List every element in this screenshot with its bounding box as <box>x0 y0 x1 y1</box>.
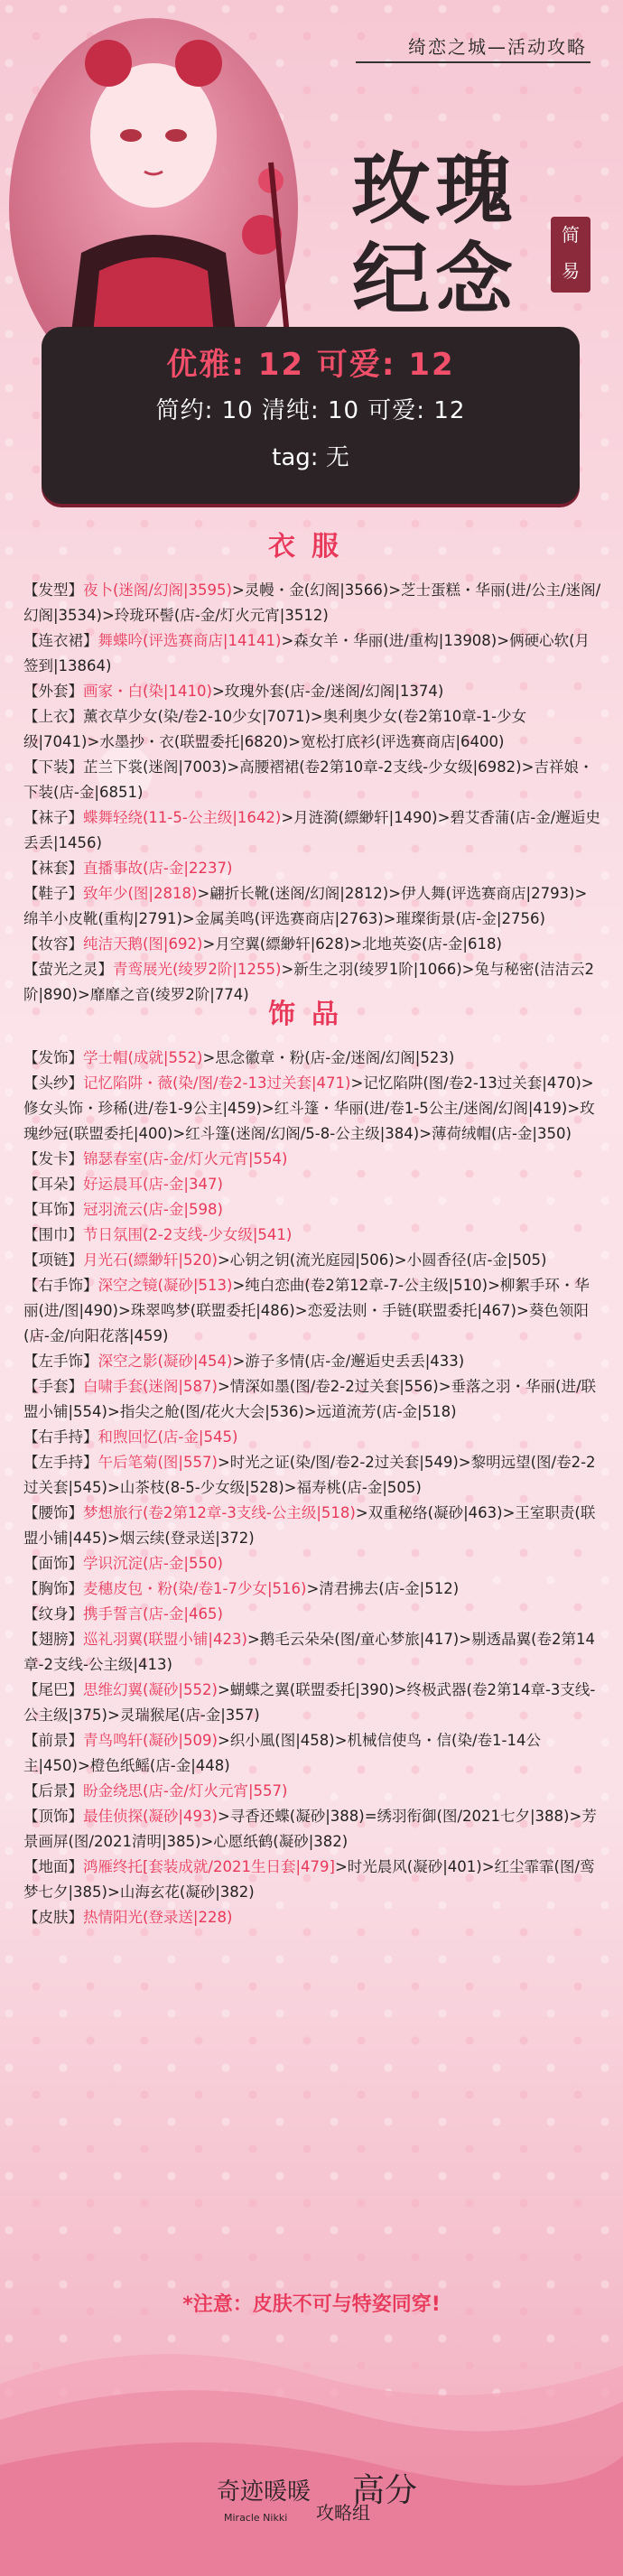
accessory-item-row <box>23 1450 601 1501</box>
accessory-item-category: 【发卡】 <box>23 1150 83 1167</box>
clothing-item-row <box>23 932 601 957</box>
accessory-item-top-pick: 鸿雁终托[套装成就/2021生日套|479] <box>83 1858 335 1875</box>
accessory-item-top-pick: 梦想旅行(卷2第12章-3支线-公主级|518) <box>83 1504 356 1521</box>
clothing-item-alternatives: >月空翼(縹緲轩|628)>北地英姿(店-金|618) <box>202 935 502 953</box>
accessory-item-category: 【腰饰】 <box>23 1504 83 1521</box>
accessory-item-row <box>23 1905 601 1930</box>
accessory-item-top-pick: 节日氛围(2-2支线-少女级|541) <box>83 1226 293 1243</box>
svg-text:奇迹暖暖: 奇迹暖暖 <box>217 2478 312 2506</box>
accessory-item-alternatives: >织小風(图|458)>机械信使鸟・信(染/卷1-14公主|450)>橙色纸鳐(店-金|448) <box>23 1732 541 1774</box>
clothing-item-category: 【外套】 <box>23 683 83 700</box>
accessory-item-row <box>23 1046 601 1071</box>
accessory-item-category: 【左手饰】 <box>23 1353 98 1370</box>
accessory-item-category: 【翅膀】 <box>23 1631 83 1648</box>
accessory-item-category: 【顶饰】 <box>23 1808 83 1825</box>
accessory-item-category: 【手套】 <box>23 1378 83 1395</box>
tag-line: tag: 无 <box>272 444 349 471</box>
accessory-item-top-pick: 热情阳光(登录送|228) <box>83 1909 233 1926</box>
event-title <box>352 144 569 325</box>
title-line-2: 纪念 <box>352 234 518 325</box>
clothing-item-category: 【妆容】 <box>23 935 83 953</box>
accessory-item-top-pick: 盼金绕思(店-金/灯火元宵|557) <box>83 1782 288 1799</box>
clothing-list <box>23 578 601 1008</box>
accessory-item-top-pick: 最佳侦探(凝砂|493) <box>83 1808 218 1825</box>
accessory-item-top-pick: 深空之影(凝砂|454) <box>98 1353 233 1370</box>
accessory-item-row <box>23 1678 601 1728</box>
clothing-item-top-pick: 致年少(图|2818) <box>83 885 198 902</box>
clothing-item-top-pick: 纯洁天鹅(图|692) <box>83 935 203 953</box>
accessory-item-category: 【耳饰】 <box>23 1201 83 1218</box>
clothing-item-row <box>23 628 601 679</box>
accessory-item-row <box>23 1728 601 1779</box>
accessory-item-category: 【尾巴】 <box>23 1681 83 1698</box>
accessory-item-row <box>23 1804 601 1855</box>
accessory-item-row <box>23 1425 601 1450</box>
clothing-item-alternatives: >灵幔・金(幻阁|3566)>芝士蛋糕・华丽(进/公主/迷阁/幻阁|3534)>玲珑环髻(店-金/灯火元宵|3512) <box>23 581 601 624</box>
accessory-item-category: 【右手饰】 <box>23 1277 98 1294</box>
accessory-item-row <box>23 1779 601 1804</box>
accessory-item-top-pick: 好运晨耳(店-金|347) <box>83 1176 223 1193</box>
accessory-item-alternatives: >记忆陷阱(图/卷2-13过关套|470)>修女头饰・珍稀(进/卷1-9公主|459)>红斗篷・华丽(进/卷1-5公主/迷阁/幻阁|419)>玫瑰纱冠(联盟委托|400)>红斗篷(迷阁/幻阁/5-8-公主级|384)>薄荷绒帽(店-金|350) <box>23 1074 595 1142</box>
accessory-item-row <box>23 1349 601 1374</box>
accessory-item-top-pick: 麦穗皮包・粉(染/卷1-7少女|516) <box>83 1580 307 1597</box>
clothing-item-top-pick: 夜卜(迷阁/幻阁|3595) <box>83 581 232 599</box>
accessory-item-top-pick: 携手誓言(店-金|465) <box>83 1605 223 1623</box>
accessory-item-category: 【左手持】 <box>23 1454 98 1471</box>
difficulty-badge <box>551 217 590 293</box>
accessory-item-category: 【围巾】 <box>23 1226 83 1243</box>
clothing-item-category: 【袜套】 <box>23 860 83 877</box>
accessory-item-category: 【纹身】 <box>23 1605 83 1623</box>
accessory-item-row <box>23 1248 601 1273</box>
accessory-item-alternatives: >寻香还蝶(凝砂|388)=绣羽衔御(图/2021七夕|388)>芳景画屏(图/2021清明|385)>心愿纸鹤(凝砂|382) <box>23 1808 597 1850</box>
accessory-item-top-pick: 锦瑟春室(店-金/灯火元宵|554) <box>83 1150 288 1167</box>
accessory-item-row <box>23 1223 601 1248</box>
accessory-item-top-pick: 午后笔菊(图|557) <box>98 1454 218 1471</box>
accessory-item-alternatives: >情深如墨(图/卷2-2过关套|556)>垂落之羽・华丽(进/联盟小铺|554)>指尖之舱(图/花火大会|536)>远道流芳(店-金|518) <box>23 1378 597 1420</box>
accessory-item-category: 【前景】 <box>23 1732 83 1749</box>
accessory-item-row <box>23 1855 601 1905</box>
accessory-item-top-pick: 巡礼羽翼(联盟小铺|423) <box>83 1631 247 1648</box>
svg-text:攻略组: 攻略组 <box>316 2502 370 2524</box>
accessory-item-category: 【右手持】 <box>23 1428 98 1446</box>
clothing-item-row <box>23 679 601 704</box>
accessory-item-alternatives: >鹅毛云朵朵(图/童心梦旅|417)>剔透晶翼(卷2第14章-2支线-公主级|413) <box>23 1631 596 1673</box>
accessory-item-row <box>23 1197 601 1223</box>
clothing-item-row <box>23 856 601 881</box>
clothing-item-alternatives: >森女羊・华丽(进/重构|13908)>俩硬心软(月签到|13864) <box>23 632 590 674</box>
accessory-item-row <box>23 1071 601 1147</box>
accessory-item-alternatives: >游子多情(店-金/邂逅史丢丢|433) <box>232 1353 465 1370</box>
accessory-item-alternatives: >清君拂去(店-金|512) <box>306 1580 460 1597</box>
accessory-item-top-pick: 深空之镜(凝砂|513) <box>98 1277 233 1294</box>
clothing-item-category: 【发型】 <box>23 581 83 599</box>
accessory-item-category: 【地面】 <box>23 1858 83 1875</box>
difficulty-char-2: 易 <box>562 260 580 282</box>
clothing-item-row <box>23 805 601 856</box>
clothing-item-alternatives: 薰衣草少女(染/卷2-10少女|7071)>奥利奥少女(卷2第10章-1-少女级|7041)>水墨抄・衣(联盟委托|6820)>宽松打底衫(评选赛商店|6400) <box>23 708 527 750</box>
accessory-item-top-pick: 思维幻翼(凝砂|552) <box>83 1681 218 1698</box>
clothing-item-category: 【萤光之灵】 <box>23 961 113 978</box>
accessory-list <box>23 1046 601 1930</box>
accessory-section-title: 饰品 <box>268 999 355 1030</box>
accessory-item-top-pick: 记忆陷阱・薇(染/图/卷2-13过关套|471) <box>83 1074 351 1092</box>
accessory-item-category: 【面饰】 <box>23 1555 83 1572</box>
accessory-item-alternatives: >心钥之钥(流光庭园|506)>小圆香径(店-金|505) <box>217 1251 547 1269</box>
accessory-item-category: 【头纱】 <box>23 1074 83 1092</box>
accessory-item-category: 【发饰】 <box>23 1049 83 1066</box>
accessory-item-alternatives: >蝴蝶之翼(联盟委托|390)>终极武器(卷2第14章-3支线-公主级|375)>灵瑞猴尾(店-金|357) <box>23 1681 596 1724</box>
clothing-item-alternatives: >玫瑰外套(店-金/迷阁/幻阁|1374) <box>211 683 444 700</box>
title-line-1: 玫瑰 <box>352 144 518 235</box>
bottom-decoration <box>0 2330 623 2576</box>
accessory-item-top-pick: 月光石(縹緲轩|520) <box>83 1251 218 1269</box>
skin-note: *注意：皮肤不可与特姿同穿! <box>182 2293 441 2316</box>
clothing-item-alternatives: >月涟漪(縹緲轩|1490)>碧艾香蒲(店-金/邂逅史丢丢|1456) <box>23 809 600 851</box>
accessory-item-alternatives: >双重秘络(凝砂|463)>王室职责(联盟小铺|445)>烟云续(登录送|372) <box>23 1504 596 1547</box>
accessory-item-row <box>23 1576 601 1602</box>
accessory-item-row <box>23 1501 601 1551</box>
accessory-item-alternatives: >思念徽章・粉(店-金/迷阁/幻阁|523) <box>202 1049 455 1066</box>
clothing-item-category: 【连衣裙】 <box>23 632 98 649</box>
difficulty-char-1: 简 <box>562 224 580 246</box>
accessory-item-top-pick: 学识沉淀(店-金|550) <box>83 1555 223 1572</box>
accessory-item-row <box>23 1172 601 1197</box>
accessory-item-row <box>23 1627 601 1678</box>
accessory-item-top-pick: 和煦回忆(店-金|545) <box>98 1428 238 1446</box>
clothing-item-category: 【鞋子】 <box>23 885 83 902</box>
clothing-item-top-pick: 直播事故(店-金|2237) <box>83 860 233 877</box>
guide-caption: 绮恋之城—活动攻略 <box>408 36 587 58</box>
accessory-item-row <box>23 1374 601 1425</box>
accessory-item-top-pick: 冠羽流云(店-金|598) <box>83 1201 223 1218</box>
clothing-item-top-pick: 蝶舞轻绕(11-5-公主级|1642) <box>83 809 282 826</box>
accessory-item-top-pick: 白啸手套(迷阁|587) <box>83 1378 218 1395</box>
clothing-item-top-pick: 舞蝶吟(评选赛商店|14141) <box>98 632 282 649</box>
svg-text:高分: 高分 <box>352 2472 418 2509</box>
studio-logo <box>217 2465 424 2537</box>
accessory-item-category: 【耳朵】 <box>23 1176 83 1193</box>
clothing-item-row <box>23 578 601 628</box>
accessory-item-row <box>23 1602 601 1627</box>
clothing-item-alternatives: 芷兰下裳(迷阁|7003)>高腰褶裙(卷2第10章-2支线-少女级|6982)>吉祥娘・下装(店-金|6851) <box>23 758 594 801</box>
clothing-section-title: 衣服 <box>268 531 355 563</box>
clothing-item-row <box>23 881 601 932</box>
accessory-item-alternatives: >纯白恋曲(卷2第12章-7-公主级|510)>柳絮手环・华丽(进/图|490)>珠翠鸣梦(联盟委托|486)>恋爱法则・手链(联盟委托|467)>葵色领阳(店-金/向阳花落|459) <box>23 1277 590 1344</box>
accessory-item-top-pick: 学士帽(成就|552) <box>83 1049 203 1066</box>
accessory-item-row <box>23 1273 601 1349</box>
stats-panel <box>42 327 580 504</box>
clothing-item-top-pick: 画家・白(染|1410) <box>83 683 212 700</box>
primary-stats: 优雅: 12 可爱: 12 <box>166 347 455 383</box>
clothing-item-category: 【上衣】 <box>23 708 83 725</box>
clothing-item-category: 【下装】 <box>23 758 83 776</box>
clothing-item-alternatives: >新生之羽(绫罗1阶|1066)>兔与秘密(洁洁云2阶|890)>靡靡之音(绫罗2阶|774) <box>23 961 594 1003</box>
clothing-item-alternatives: >翩折长靴(迷阁/幻阁|2812)>伊人舞(评选赛商店|2793)>绵羊小皮靴(重构|2791)>金属美鸣(评选赛商店|2763)>璀璨街景(店-金|2756) <box>23 885 588 927</box>
clothing-item-category: 【袜子】 <box>23 809 83 826</box>
accessory-item-category: 【后景】 <box>23 1782 83 1799</box>
accessory-item-top-pick: 青鸟鸣轩(凝砂|509) <box>83 1732 218 1749</box>
secondary-stats: 简约: 10 清纯: 10 可爱: 12 <box>155 397 466 424</box>
accessory-item-category: 【胸饰】 <box>23 1580 83 1597</box>
accessory-item-alternatives: >时光晨风(凝砂|401)>红尘霏霏(图/鸾梦七夕|385)>山海玄花(凝砂|382) <box>23 1858 595 1901</box>
clothing-item-row <box>23 704 601 755</box>
clothing-item-row <box>23 755 601 805</box>
accessory-item-row <box>23 1551 601 1576</box>
accessory-item-category: 【项链】 <box>23 1251 83 1269</box>
accessory-item-category: 【皮肤】 <box>23 1909 83 1926</box>
clothing-item-top-pick: 青鸾展光(绫罗2阶|1255) <box>113 961 282 978</box>
accessory-item-alternatives: >时光之证(染/图/卷2-2过关套|549)>黎明远望(图/卷2-2过关套|545)>山茶枝(8-5-少女级|528)>福寿桃(店-金|505) <box>23 1454 596 1496</box>
accessory-item-row <box>23 1147 601 1172</box>
svg-text:Miracle Nikki: Miracle Nikki <box>224 2512 288 2524</box>
caption-underline <box>356 61 590 63</box>
